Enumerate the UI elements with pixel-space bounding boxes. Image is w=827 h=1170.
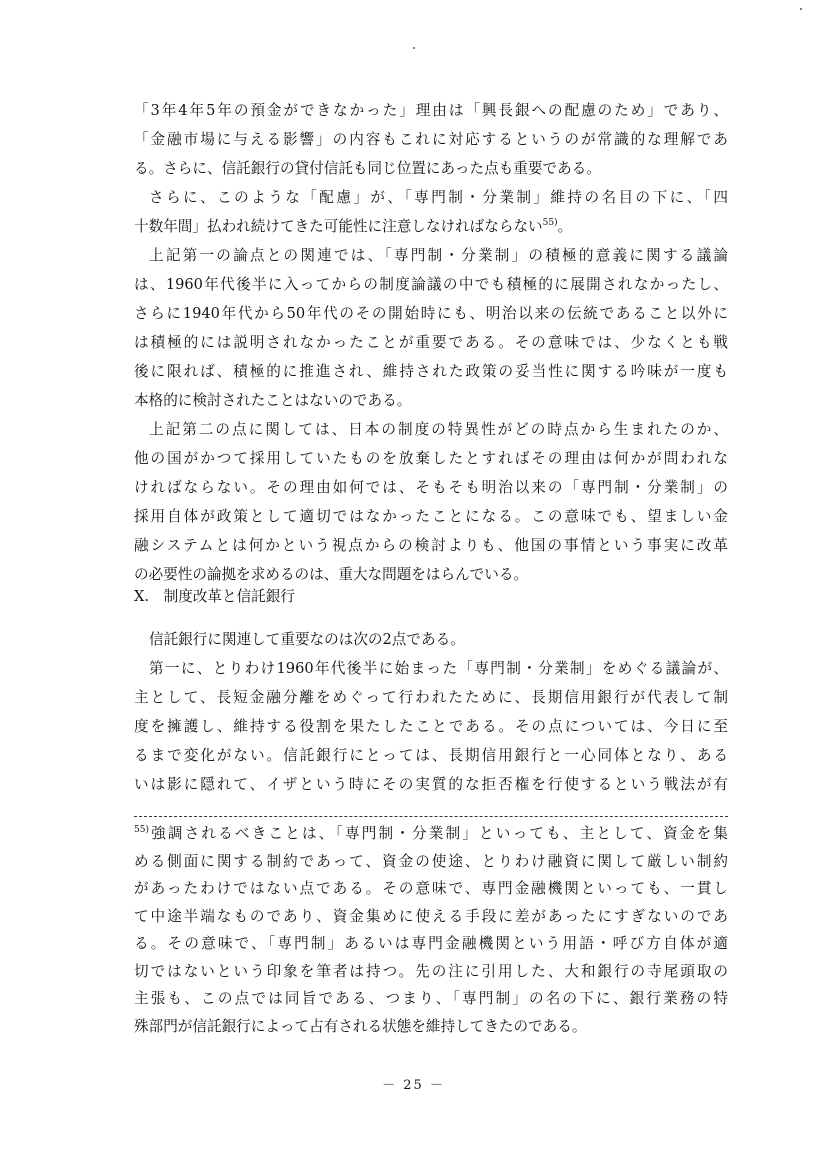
footnote-line: があったわけではない点である。その意味で、専門金融機関といっても、一貫し xyxy=(134,880,728,897)
body-line: の必要性の論拠を求めるのは、重大な問題をはらんでいる。 xyxy=(134,566,529,583)
paragraph-group-2 xyxy=(134,625,728,799)
body-line: 採用自体が政策として適切ではなかったことになる。この意味でも、望ましい金 xyxy=(134,508,728,525)
body-line: 他の国がかつて採用していたものを放棄したとすればその理由は何かが問われな xyxy=(134,450,728,467)
footnote-separator xyxy=(134,816,728,817)
body-line: 信託銀行に関連して重要なのは次の2点である。 xyxy=(149,631,465,648)
body-line: は、1960年代後半に入ってからの制度論議の中でも積極的に展開されなかったし、 xyxy=(134,276,728,293)
footnote xyxy=(134,820,728,1040)
body-line: さらに、このような「配慮」が、「専門制・分業制」維持の名目の下に、「四 xyxy=(149,189,728,206)
footnote-line: $^{55)}$強調されるべきことは、「専門制・分業制」といっても、主として、資金を集 xyxy=(134,825,728,842)
body-line: 融システムとは何かという視点からの検討よりも、他国の事情という事実に改革 xyxy=(134,537,728,554)
body-line: 度を擁護し、維持する役割を果たしたことである。その点については、今日に至 xyxy=(134,718,728,735)
footnote-line: 主張も、この点では同旨である、つまり、「専門制」の名の下に、銀行業務の特 xyxy=(134,990,728,1007)
footnote-line: 殊部門が信託銀行によって占有される状態を維持してきたのである。 xyxy=(134,1017,587,1035)
body-line: は積極的には説明されなかったことが重要である。その意味では、少なくとも戦 xyxy=(134,334,728,351)
body-line: 本格的に検討されたことはないのである。 xyxy=(134,392,412,409)
scan-speck xyxy=(800,8,802,10)
footnote-line: める側面に関する制約であって、資金の使途、とりわけ融資に関して厳しい制約 xyxy=(134,852,728,870)
body-line: いは影に隠れて、イザという時にその実質的な拒否権を行使するという戦法が有 xyxy=(134,776,728,793)
footnote-ref: 55) xyxy=(542,218,558,228)
page-number: － 25 － xyxy=(382,1078,445,1093)
section-heading: X. 制度改革と信託銀行 xyxy=(134,588,295,605)
body-line: さらに1940年代から50年代のその開始時にも、明治以来の伝統であること以外に xyxy=(134,305,728,322)
body-line: 「金融市場に与える影響」の内容もこれに対応するというのが常識的な理解であ xyxy=(134,131,728,148)
body-line: 上記第一の論点との関連では、「専門制・分業制」の積極的意義に関する議論 xyxy=(149,247,728,264)
footnote-line: 切ではないという印象を筆者は持つ。先の注に引用した、大和銀行の寺尾頭取の xyxy=(134,962,728,980)
body-line: る。さらに、信託銀行の貸付信託も同じ位置にあった点も重要である。 xyxy=(134,160,601,177)
paragraph-group-1 xyxy=(134,96,728,589)
scan-speck xyxy=(413,47,415,49)
body-line: 第一に、とりわけ1960年代後半に始まった「専門制・分業制」をめぐる議論が、 xyxy=(149,660,728,677)
footnote-number: 55) xyxy=(134,825,149,835)
body-line: るまで変化がない。信託銀行にとっては、長期信用銀行と一心同体となり、ある xyxy=(134,747,728,764)
footnote-line: て中途半端なものであり、資金集めに使える手段に差があったにすぎないのであ xyxy=(134,907,728,925)
body-line: ければならない。その理由如何では、そもそも明治以来の「専門制・分業制」の xyxy=(134,479,728,496)
body-line: 主として、長短金融分離をめぐって行われたために、長期信用銀行が代表して制 xyxy=(134,689,728,706)
body-line: 十数年間」払われ続けてきた可能性に注意しなければならない$^{55)}$。 xyxy=(134,218,573,235)
body-line: 上記第二の点に関しては、日本の制度の特異性がどの時点から生まれたのか、 xyxy=(149,421,728,438)
body-line: 「3年4年5年の預金ができなかった」理由は「興長銀への配慮のため」であり、 xyxy=(134,102,728,119)
body-line: 後に限れば、積極的に推進され、維持された政策の妥当性に関する吟味が一度も xyxy=(134,363,728,380)
footnote-line: る。その意味で、「専門制」あるいは専門金融機関という用語・呼び方自体が適 xyxy=(134,935,728,952)
